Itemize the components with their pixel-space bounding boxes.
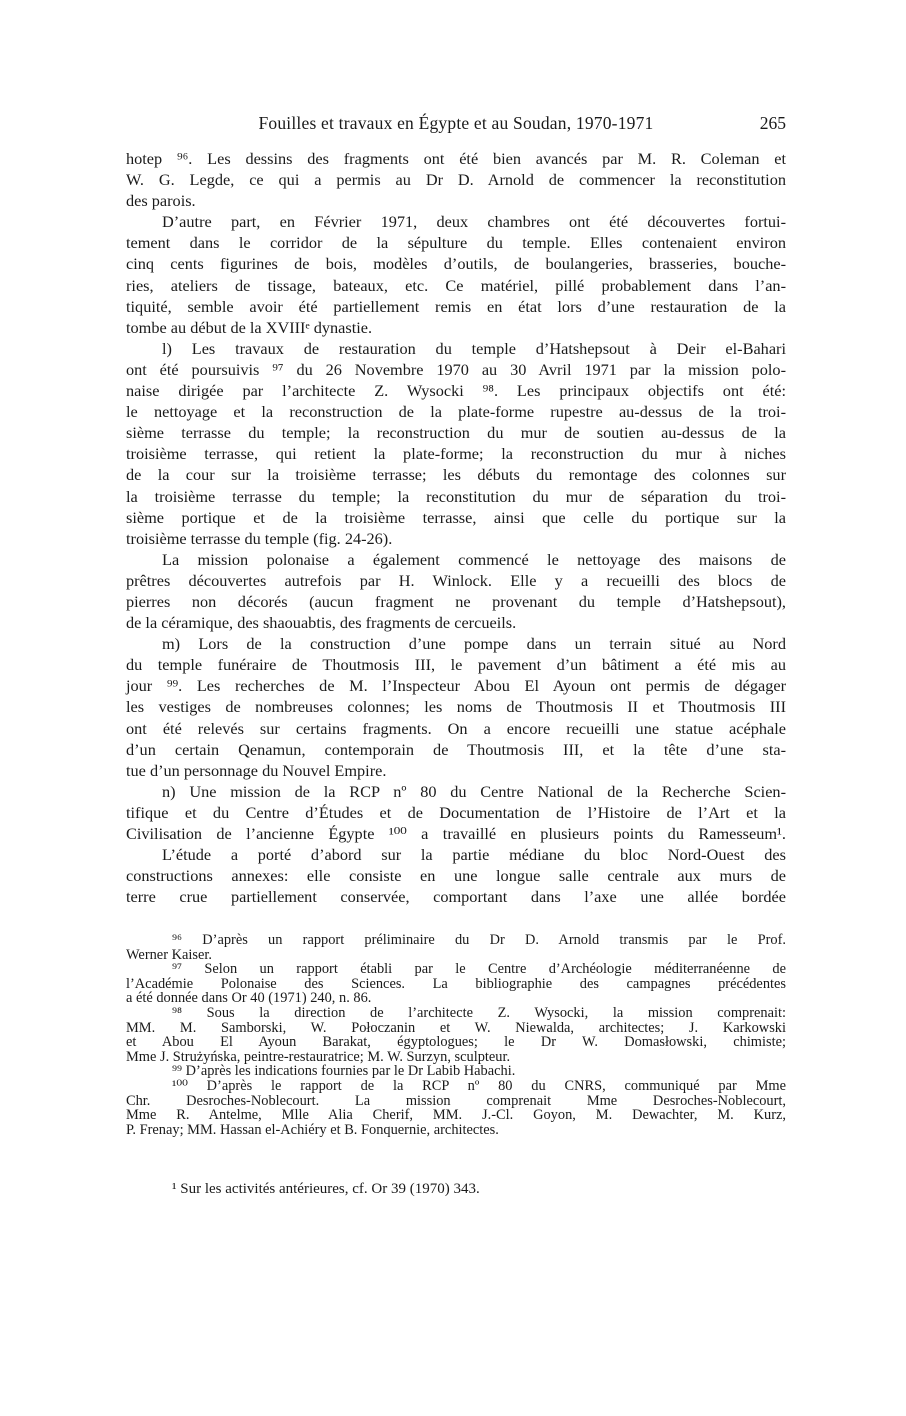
text-line: le nettoyage et la reconstruction de la plate-forme rupestre au-dessus de la troi-: [126, 402, 786, 422]
page-number: 265: [759, 113, 786, 133]
footnote-line: Mme R. Antelme, Mlle Alia Cherif, MM. J.-Cl. Goyon, M. Dewachter, M. Kurz,: [126, 1107, 786, 1124]
footnotes: [126, 933, 786, 1137]
chapter-footnote: [126, 1182, 786, 1197]
footnote-line: Mme J. Strużyńska, peintre-restauratrice; M. W. Surzyn, sculpteur.: [126, 1048, 511, 1065]
text-line: La mission polonaise a également commencé le nettoyage des maisons de: [162, 549, 786, 569]
text-line: tue d’un personnage du Nouvel Empire.: [126, 760, 387, 780]
text-line: constructions annexes: elle consiste en une longue salle centrale aux murs de: [126, 866, 786, 886]
footnote-line: a été donnée dans Or 40 (1971) 240, n. 86.: [126, 990, 372, 1007]
text-line: troisième terrasse du temple (fig. 24-26).: [126, 528, 393, 548]
text-line: tement dans le corridor de la sépulture du temple. Elles contenaient environ: [126, 233, 786, 253]
text-line: de la céramique, des shaouabtis, des fragments de cercueils.: [126, 613, 517, 633]
text-line: ries, ateliers de tissage, bateaux, etc. Ce matériel, pillé probablement dans l’an-: [126, 275, 786, 295]
footnote-line: Chr. Desroches-Noblecourt. La mission comprenait Mme Desroches-Noblecourt,: [126, 1092, 786, 1109]
footnote-line: ⁹⁷ Selon un rapport établi par le Centre d’Archéologie méditerranéenne de: [172, 961, 786, 978]
text-line: d’un certain Qenamun, contemporain de Thoutmosis III, et la tête d’une sta-: [126, 739, 786, 759]
text-line: sième portique et de la troisième terrasse, ainsi que celle du portique sur la: [126, 507, 786, 527]
text-line: prêtres découvertes autrefois par H. Winlock. Elle y a recueilli des blocs de: [126, 570, 786, 590]
text-line: des parois.: [126, 191, 196, 211]
footnote-line: P. Frenay; MM. Hassan el-Achiéry et B. Fonquernie, architectes.: [126, 1121, 499, 1138]
footnote-line: ⁹⁸ Sous la direction de l’architecte Z. Wysocki, la mission comprenait:: [172, 1004, 786, 1021]
text-line: hotep ⁹⁶. Les dessins des fragments ont été bien avancés par M. R. Coleman et: [126, 149, 786, 168]
text-line: pierres non décorés (aucun fragment ne provenant du temple d’Hatshepsout),: [126, 591, 786, 611]
text-line: m) Lors de la construction d’une pompe dans un terrain situé au Nord: [162, 634, 786, 654]
text-line: D’autre part, en Février 1971, deux chambres ont été découvertes fortui-: [162, 212, 786, 232]
text-line: n) Une mission de la RCP nº 80 du Centre National de la Recherche Scien-: [162, 781, 786, 801]
footnote-line: ⁹⁹ D’après les indications fournies par le Dr Labib Habachi.: [172, 1063, 516, 1080]
main-text: [126, 148, 786, 907]
text-line: W. G. Legde, ce qui a permis au Dr D. Arnold de commencer la reconstitution: [126, 170, 786, 190]
page-header: [126, 113, 786, 137]
footnote-line: et Abou El Ayoun Barakat, égyptologues; le Dr W. Domasłowski, chimiste;: [126, 1034, 786, 1051]
text-line: jour ⁹⁹. Les recherches de M. l’Inspecteur Abou El Ayoun ont permis de dégager: [126, 676, 786, 696]
text-line: tifique et du Centre d’Études et de Documentation de l’Histoire de l’Art et la: [126, 802, 786, 822]
text-line: du temple funéraire de Thoutmosis III, le pavement d’un bâtiment a été mis au: [126, 655, 786, 675]
footnote-line: Werner Kaiser.: [126, 946, 212, 963]
text-line: L’étude a porté d’abord sur la partie médiane du bloc Nord-Ouest des: [162, 845, 786, 865]
footnote-line: MM. M. Samborski, W. Połoczanin et W. Niewalda, architectes; J. Karkowski: [126, 1019, 786, 1036]
running-title: Fouilles et travaux en Égypte et au Soudan, 1970-1971: [258, 113, 654, 133]
text-line: les vestiges de nombreuses colonnes; les noms de Thoutmosis II et Thoutmosis III: [126, 697, 786, 717]
text-line: terre crue partiellement conservée, comportant dans l’axe une allée bordée: [126, 887, 786, 907]
text-line: troisième terrasse, qui retient la plate-forme; la reconstruction du mur à niches: [126, 444, 786, 464]
text-line: l) Les travaux de restauration du temple d’Hatshepsout à Deir el-Bahari: [162, 338, 786, 358]
text-line: ont été poursuivis ⁹⁷ du 26 Novembre 1970 au 30 Avril 1971 par la mission polo-: [126, 359, 786, 379]
footnote-line: ¹ Sur les activités antérieures, cf. Or 39 (1970) 343.: [172, 1181, 480, 1197]
text-line: cinq cents figurines de bois, modèles d’outils, de boulangeries, brasseries, bouche-: [126, 254, 786, 274]
text-line: tombe au début de la XVIIIᵉ dynastie.: [126, 317, 373, 337]
text-line: sième terrasse du temple; la reconstruction du mur de soutien au-dessus de la: [126, 423, 786, 443]
text-line: naise dirigée par l’architecte Z. Wysocki ⁹⁸. Les principaux objectifs ont été:: [126, 381, 786, 401]
footnote-line: ⁹⁶ D’après un rapport préliminaire du Dr D. Arnold transmis par le Prof.: [172, 932, 786, 948]
text-line: de la cour sur la troisième terrasse; les débuts du remontage des colonnes sur: [126, 465, 786, 485]
text-line: ont été relevés sur certains fragments. On a encore recueilli une statue acéphale: [126, 718, 786, 738]
text-line: tiquité, semble avoir été partiellement remis en état lors d’une restauration de la: [126, 296, 786, 316]
footnote-line: l’Académie Polonaise des Sciences. La bibliographie des campagnes précédentes: [126, 975, 786, 992]
footnote-line: ¹⁰⁰ D’après le rapport de la RCP nº 80 du CNRS, communiqué par Mme: [172, 1077, 786, 1094]
text-line: Civilisation de l’ancienne Égypte ¹⁰⁰ a travaillé en plusieurs points du Ramesseum¹.: [126, 824, 786, 843]
text-line: la troisième terrasse du temple; la reconstitution du mur de séparation du troi-: [126, 486, 786, 506]
